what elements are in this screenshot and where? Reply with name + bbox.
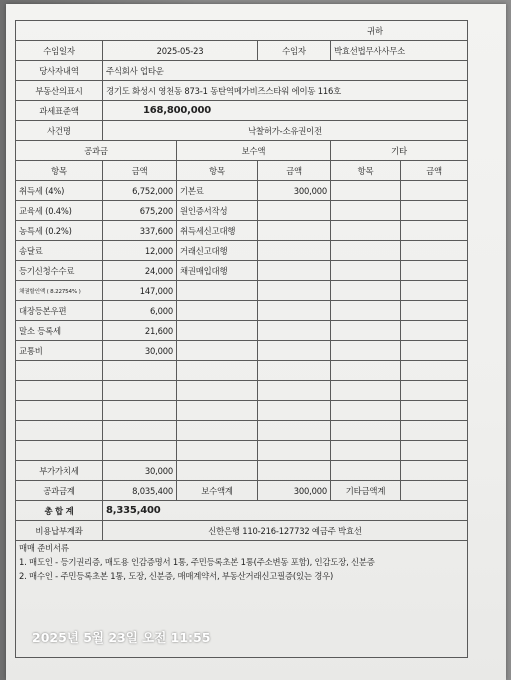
public-item-amount: 21,600 bbox=[103, 321, 177, 341]
other-item-label bbox=[331, 181, 401, 201]
table-row bbox=[16, 221, 468, 241]
other-item-amount bbox=[401, 261, 468, 281]
fee-item-amount bbox=[258, 281, 331, 301]
public-item-label: 교육세 (0.4%) bbox=[16, 201, 103, 221]
fee-item-label bbox=[177, 321, 258, 341]
section-other: 기타 bbox=[331, 141, 468, 161]
fee-statement-table bbox=[15, 20, 468, 658]
fee-item-amount bbox=[258, 261, 331, 281]
public-item-label: 취득세 (4%) bbox=[16, 181, 103, 201]
fee-item-label: 기본료 bbox=[177, 181, 258, 201]
fee-item-label: 거래신고대행 bbox=[177, 241, 258, 261]
party-label: 당사자내역 bbox=[16, 61, 103, 81]
public-item-label: 농특세 (0.2%) bbox=[16, 221, 103, 241]
col-amount-fee: 금액 bbox=[258, 161, 331, 181]
public-item-amount: 147,000 bbox=[103, 281, 177, 301]
table-row bbox=[16, 341, 468, 361]
notes-buyer: 2. 매수인 - 주민등록초본 1통, 도장, 신분증, 매매계약서, 부동산거래신고필증(있는 경우) bbox=[19, 571, 334, 581]
public-item-label: 말소 등록세 bbox=[16, 321, 103, 341]
grand-total-label: 총 합 계 bbox=[16, 501, 103, 521]
case-row bbox=[16, 121, 468, 141]
property-row bbox=[16, 81, 468, 101]
notes-title: 매매 준비서류 bbox=[19, 543, 69, 553]
tax-base-value: 168,800,000 bbox=[103, 101, 468, 121]
table-row bbox=[16, 261, 468, 281]
agent-label: 수임자 bbox=[258, 41, 331, 61]
fee-item-amount bbox=[258, 341, 331, 361]
fee-item-amount bbox=[258, 241, 331, 261]
fee-item-label bbox=[177, 281, 258, 301]
fee-item-label: 채권매입대행 bbox=[177, 261, 258, 281]
table-row bbox=[16, 321, 468, 341]
vat-label: 부가가치세 bbox=[16, 461, 103, 481]
other-item-amount bbox=[401, 241, 468, 261]
case-name: 낙찰허가-소유권이전 bbox=[103, 121, 468, 141]
fee-item-label: 원인증서작성 bbox=[177, 201, 258, 221]
col-amount-public: 금액 bbox=[103, 161, 177, 181]
other-total bbox=[401, 481, 468, 501]
col-amount-other: 금액 bbox=[401, 161, 468, 181]
property-label: 부동산의표시 bbox=[16, 81, 103, 101]
fee-item-label bbox=[177, 341, 258, 361]
public-total-label: 공과금계 bbox=[16, 481, 103, 501]
empty-row bbox=[16, 441, 468, 461]
fee-item-amount bbox=[258, 201, 331, 221]
other-item-amount bbox=[401, 181, 468, 201]
other-item-label bbox=[331, 321, 401, 341]
other-item-amount bbox=[401, 321, 468, 341]
fee-total-label: 보수액계 bbox=[177, 481, 258, 501]
table-row bbox=[16, 181, 468, 201]
public-item-amount: 24,000 bbox=[103, 261, 177, 281]
account-label: 비용납부계좌 bbox=[16, 521, 103, 541]
empty-row bbox=[16, 381, 468, 401]
public-total: 8,035,400 bbox=[103, 481, 177, 501]
empty-row bbox=[16, 361, 468, 381]
party-name: 주식회사 업타운 bbox=[103, 61, 468, 81]
table-row bbox=[16, 201, 468, 221]
other-item-label bbox=[331, 341, 401, 361]
party-row bbox=[16, 61, 468, 81]
received-row bbox=[16, 41, 468, 61]
other-item-amount bbox=[401, 221, 468, 241]
notes-seller: 1. 매도인 - 등기권리증, 매도용 인감증명서 1통, 주민등록초본 1통(주소변동 포함), 인감도장, 신분증 bbox=[19, 557, 375, 567]
other-item-label bbox=[331, 221, 401, 241]
col-item-fee: 항목 bbox=[177, 161, 258, 181]
agent-name: 박효선법무사사무소 bbox=[331, 41, 468, 61]
received-date: 2025-05-23 bbox=[103, 41, 258, 61]
fee-item-amount bbox=[258, 321, 331, 341]
tax-base-label: 과세표준액 bbox=[16, 101, 103, 121]
public-item-amount: 337,600 bbox=[103, 221, 177, 241]
other-total-label: 기타금액계 bbox=[331, 481, 401, 501]
public-item-amount: 6,000 bbox=[103, 301, 177, 321]
document-page bbox=[6, 4, 506, 680]
subtotal-row bbox=[16, 481, 468, 501]
recipient-suffix: 귀하 bbox=[16, 21, 468, 41]
other-item-amount bbox=[401, 341, 468, 361]
fee-item-label: 취득세신고대행 bbox=[177, 221, 258, 241]
other-item-amount bbox=[401, 201, 468, 221]
empty-row bbox=[16, 401, 468, 421]
fee-item-amount: 300,000 bbox=[258, 181, 331, 201]
other-item-label bbox=[331, 301, 401, 321]
vat-amount: 30,000 bbox=[103, 461, 177, 481]
grand-total-row bbox=[16, 501, 468, 521]
other-item-label bbox=[331, 281, 401, 301]
section-header-row bbox=[16, 141, 468, 161]
vat-row bbox=[16, 461, 468, 481]
fee-total: 300,000 bbox=[258, 481, 331, 501]
fee-item-amount bbox=[258, 301, 331, 321]
public-item-label: 송달료 bbox=[16, 241, 103, 261]
column-header-row bbox=[16, 161, 468, 181]
received-date-label: 수임일자 bbox=[16, 41, 103, 61]
table-row bbox=[16, 301, 468, 321]
section-fee: 보수액 bbox=[177, 141, 331, 161]
account-value: 신한은행 110-216-127732 예금주 박효선 bbox=[103, 521, 468, 541]
fee-item-amount bbox=[258, 221, 331, 241]
other-item-label bbox=[331, 201, 401, 221]
table-row bbox=[16, 241, 468, 261]
account-row bbox=[16, 521, 468, 541]
public-item-label: 등기신청수수료 bbox=[16, 261, 103, 281]
public-item-label: 채권할인액 ( 8.22754% ) bbox=[16, 281, 103, 301]
public-item-amount: 12,000 bbox=[103, 241, 177, 261]
public-item-label: 교통비 bbox=[16, 341, 103, 361]
fee-item-label bbox=[177, 301, 258, 321]
empty-row bbox=[16, 421, 468, 441]
property-address: 경기도 화성시 영천동 873-1 동탄역메가비즈스타워 에이동 116호 bbox=[103, 81, 468, 101]
other-item-label bbox=[331, 241, 401, 261]
photo-timestamp: 2025년 5월 23일 오전 11:55 bbox=[32, 630, 211, 645]
public-item-amount: 675,200 bbox=[103, 201, 177, 221]
public-item-label: 대장등본우편 bbox=[16, 301, 103, 321]
recipient-row bbox=[16, 21, 468, 41]
col-item-public: 항목 bbox=[16, 161, 103, 181]
table-row bbox=[16, 281, 468, 301]
col-item-other: 항목 bbox=[331, 161, 401, 181]
tax-base-row bbox=[16, 101, 468, 121]
public-item-amount: 30,000 bbox=[103, 341, 177, 361]
public-item-amount: 6,752,000 bbox=[103, 181, 177, 201]
other-item-amount bbox=[401, 281, 468, 301]
other-item-amount bbox=[401, 301, 468, 321]
other-item-label bbox=[331, 261, 401, 281]
section-public: 공과금 bbox=[16, 141, 177, 161]
case-label: 사건명 bbox=[16, 121, 103, 141]
grand-total: 8,335,400 bbox=[103, 501, 468, 521]
